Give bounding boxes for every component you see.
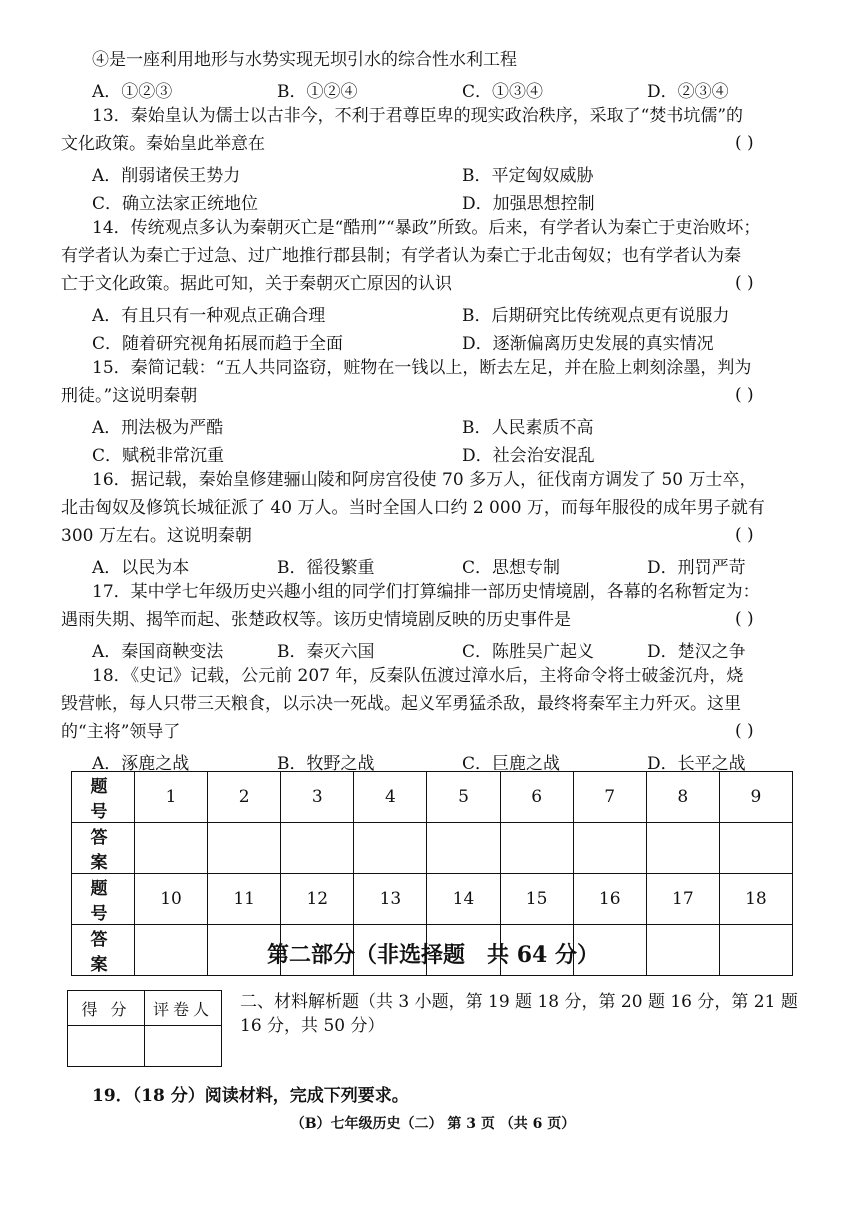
score-table (67, 990, 222, 1067)
question-number-cell: 12 (281, 874, 354, 925)
q18-option-a: A．涿鹿之战 (92, 754, 190, 774)
q13-option-c: C．确立法家正统地位 (92, 194, 259, 214)
q14-option-d: D．逐渐偏离历史发展的真实情况 (462, 334, 714, 354)
question-number-cell: 13 (354, 874, 427, 925)
answer-label: 答 案 (72, 925, 135, 976)
q13-option-d: D．加强思想控制 (462, 194, 595, 214)
q13-option-a: A．削弱诸侯王势力 (92, 166, 241, 186)
part2-title: 第二部分（非选择题 共 64 分） (267, 942, 599, 968)
answer-cell[interactable] (281, 823, 354, 874)
q16-line-1: 16．据记载，秦始皇修建骊山陵和阿房宫役使 70 多万人，征伐南方调发了 50 万士卒， (92, 470, 757, 490)
question-number-label: 题 号 (72, 874, 135, 925)
q12-option-d: D．②③④ (647, 82, 729, 102)
q14-line-3: 亡于文化政策。据此可知，关于秦朝灭亡原因的认识 (61, 274, 452, 294)
section-heading-line-1: 二、材料解析题（共 3 小题，第 19 题 18 分，第 20 题 16 分，第 21 题 (240, 992, 798, 1012)
answer-table-number-row-1 (72, 772, 793, 823)
q17-option-b: B．秦灭六国 (277, 642, 375, 662)
q17-answer-paren: ( ) (735, 609, 754, 629)
answer-cell[interactable] (354, 823, 427, 874)
q16-line-2: 北击匈奴及修筑长城征派了 40 万人。当时全国人口约 2 000 万，而每年服役的成年男子就有 (61, 498, 765, 518)
q18-line-1: 18．《史记》记载，公元前 207 年，反秦队伍渡过漳水后，主将命令将士破釜沉舟，烧 (92, 666, 744, 686)
q17-option-d: D．楚汉之争 (647, 642, 746, 662)
answer-cell[interactable] (646, 823, 719, 874)
question-number-cell: 4 (354, 772, 427, 823)
question-number-cell: 1 (135, 772, 208, 823)
q18-answer-paren: ( ) (735, 721, 754, 741)
question-number-cell: 16 (573, 874, 646, 925)
question-number-cell: 18 (719, 874, 792, 925)
q16-line-3: 300 万左右。这说明秦朝 (61, 526, 252, 546)
q14-line-2: 有学者认为秦亡于过急、过广地推行郡县制；有学者认为秦亡于北击匈奴；也有学者认为秦 (61, 246, 741, 266)
q13-option-b: B．平定匈奴威胁 (462, 166, 594, 186)
q18-option-c: C．巨鹿之战 (462, 754, 561, 774)
q14-option-a: A．有且只有一种观点正确合理 (92, 306, 326, 326)
q16-option-d: D．刑罚严苛 (647, 558, 746, 578)
q16-option-c: C．思想专制 (462, 558, 561, 578)
section-heading-line-2: 16 分，共 50 分） (240, 1016, 385, 1036)
question-number-cell: 2 (208, 772, 281, 823)
q16-option-a: A．以民为本 (92, 558, 190, 578)
page-footer: （B）七年级历史（二） 第 3 页 （共 6 页） (290, 1116, 576, 1132)
q14-line-1: 14．传统观点多认为秦朝灭亡是“酷刑”“暴政”所致。后来，有学者认为秦亡于吏治败坏； (92, 218, 761, 238)
answer-cell[interactable] (719, 823, 792, 874)
q15-option-d: D．社会治安混乱 (462, 446, 595, 466)
question-number-cell: 15 (500, 874, 573, 925)
q16-answer-paren: ( ) (735, 525, 754, 545)
q17-option-c: C．陈胜吴广起义 (462, 642, 595, 662)
q18-line-2: 毁营帐，每人只带三天粮食，以示决一死战。起义军勇猛杀敌，最终将秦军主力歼灭。这里 (61, 694, 741, 714)
q18-option-d: D．长平之战 (647, 754, 746, 774)
q13-line-2: 文化政策。秦始皇此举意在 (61, 134, 265, 154)
q15-option-c: C．赋税非常沉重 (92, 446, 225, 466)
q18-line-3: 的“主将”领导了 (61, 722, 181, 742)
answer-table-answer-row-1 (72, 823, 793, 874)
q15-line-1: 15．秦简记载：“五人共同盗窃，赃物在一钱以上，断去左足，并在脸上刺刻涂墨，判为 (92, 358, 752, 378)
answer-table-number-row-2 (72, 874, 793, 925)
q17-option-a: A．秦国商鞅变法 (92, 642, 224, 662)
q17-line-2: 遇雨失期、揭竿而起、张楚政权等。该历史情境剧反映的历史事件是 (61, 610, 571, 630)
answer-cell[interactable] (208, 823, 281, 874)
question-number-cell: 11 (208, 874, 281, 925)
question-number-cell: 10 (135, 874, 208, 925)
answer-label: 答 案 (72, 823, 135, 874)
q12-statement4: ④是一座利用地形与水势实现无坝引水的综合性水利工程 (92, 50, 517, 70)
q19-prompt: 19．（18 分）阅读材料，完成下列要求。 (92, 1086, 409, 1106)
q15-answer-paren: ( ) (735, 385, 754, 405)
question-number-cell: 8 (646, 772, 719, 823)
q12-option-c: C．①③④ (462, 82, 544, 102)
question-number-cell: 14 (427, 874, 500, 925)
q14-option-c: C．随着研究视角拓展而趋于全面 (92, 334, 344, 354)
question-number-cell: 17 (646, 874, 719, 925)
question-number-cell: 3 (281, 772, 354, 823)
q13-answer-paren: ( ) (735, 133, 754, 153)
question-number-cell: 7 (573, 772, 646, 823)
q13-line-1: 13．秦始皇认为儒士以古非今，不利于君尊臣卑的现实政治秩序，采取了“焚书坑儒”的 (92, 106, 744, 126)
q16-option-b: B．徭役繁重 (277, 558, 375, 578)
grader-label: 评卷人 (145, 991, 222, 1026)
question-number-cell: 9 (719, 772, 792, 823)
score-label: 得 分 (68, 991, 145, 1026)
grader-cell[interactable] (145, 1026, 222, 1067)
score-cell[interactable] (68, 1026, 145, 1067)
answer-cell[interactable] (573, 823, 646, 874)
q12-option-b: B．①②④ (277, 82, 358, 102)
question-number-cell: 6 (500, 772, 573, 823)
q12-option-a: A．①②③ (92, 82, 173, 102)
answer-cell[interactable] (135, 823, 208, 874)
answer-cell[interactable] (427, 823, 500, 874)
q17-line-1: 17．某中学七年级历史兴趣小组的同学们打算编排一部历史情境剧，各幕的名称暂定为： (92, 582, 760, 602)
question-number-cell: 5 (427, 772, 500, 823)
q15-line-2: 刑徒。”这说明秦朝 (61, 386, 198, 406)
q15-option-a: A．刑法极为严酷 (92, 418, 224, 438)
q14-answer-paren: ( ) (735, 273, 754, 293)
q18-option-b: B．牧野之战 (277, 754, 375, 774)
question-number-label: 题 号 (72, 772, 135, 823)
q14-option-b: B．后期研究比传统观点更有说服力 (462, 306, 730, 326)
answer-cell[interactable] (500, 823, 573, 874)
q15-option-b: B．人民素质不高 (462, 418, 594, 438)
